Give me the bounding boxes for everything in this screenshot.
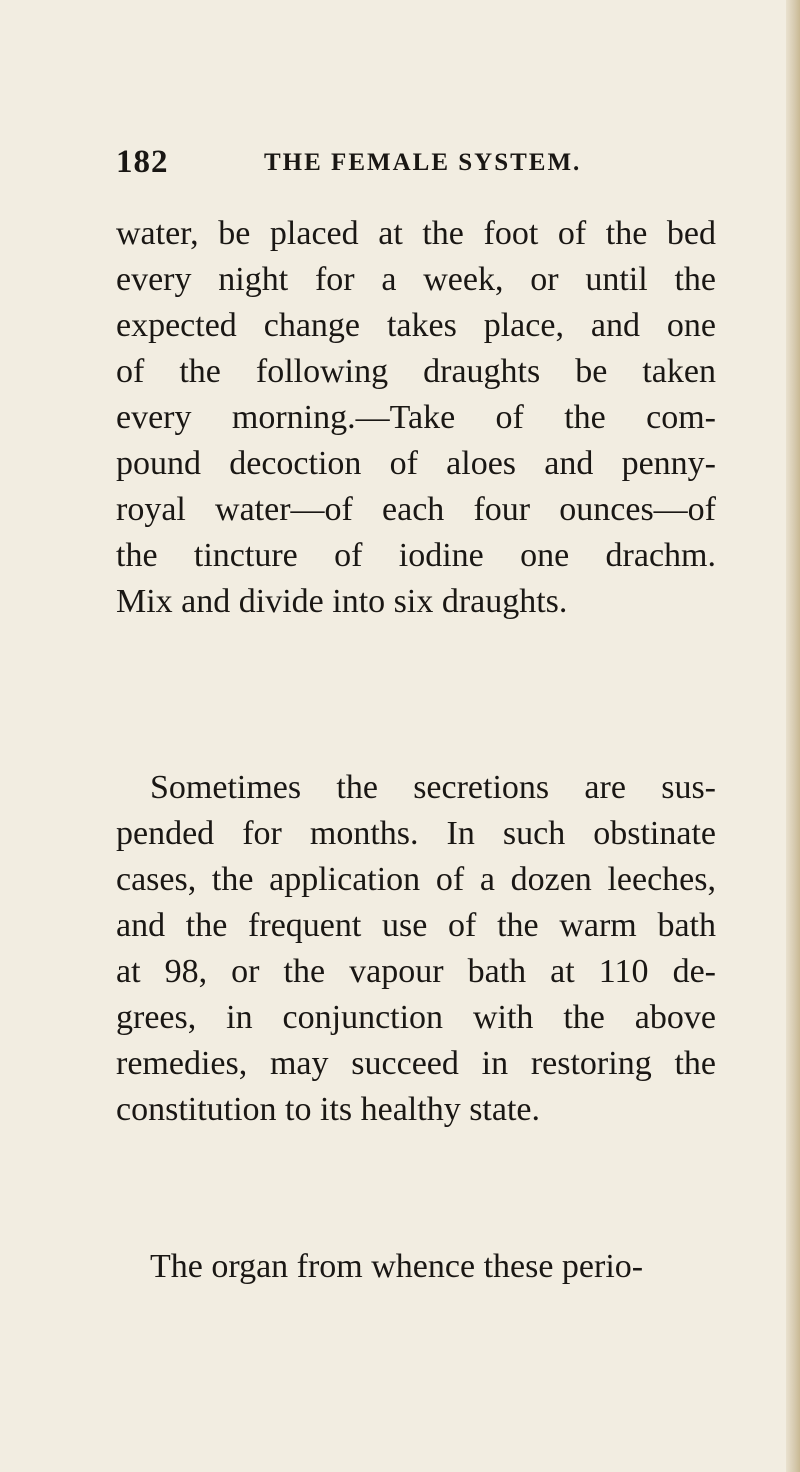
page-number: 182 xyxy=(116,144,169,180)
text-line: grees, in conjunction with the above xyxy=(116,999,716,1036)
text-line: cases, the application of a dozen leeches, xyxy=(116,861,716,898)
paragraph xyxy=(116,1244,716,1290)
text-line: the tincture of iodine one drachm. xyxy=(116,537,716,574)
text-line: The organ from whence these perio- xyxy=(150,1248,644,1285)
text-line: Mix and divide into six draughts. xyxy=(116,583,568,620)
running-title: THE FEMALE SYSTEM. xyxy=(264,149,582,176)
text-line: remedies, may succeed in restoring the xyxy=(116,1045,716,1082)
text-line: every night for a week, or until the xyxy=(116,261,716,298)
running-head xyxy=(116,140,716,184)
text-line: water, be placed at the foot of the bed xyxy=(116,215,716,252)
paragraph xyxy=(116,765,716,1133)
text-line: and the frequent use of the warm bath xyxy=(116,907,716,944)
text-line: royal water—of each four ounces—of xyxy=(116,491,716,528)
page-edge-shadow xyxy=(786,0,800,1472)
text-line: every morning.—Take of the com- xyxy=(116,399,716,436)
text-line: at 98, or the vapour bath at 110 de- xyxy=(116,953,716,990)
text-line: pound decoction of aloes and penny- xyxy=(116,445,716,482)
paragraph-continued xyxy=(116,211,716,625)
text-line: pended for months. In such obstinate xyxy=(116,815,716,852)
text-line: constitution to its healthy state. xyxy=(116,1091,541,1128)
text-line: Sometimes the secretions are sus- xyxy=(150,769,716,806)
text-line: expected change takes place, and one xyxy=(116,307,716,344)
text-line: of the following draughts be taken xyxy=(116,353,716,390)
